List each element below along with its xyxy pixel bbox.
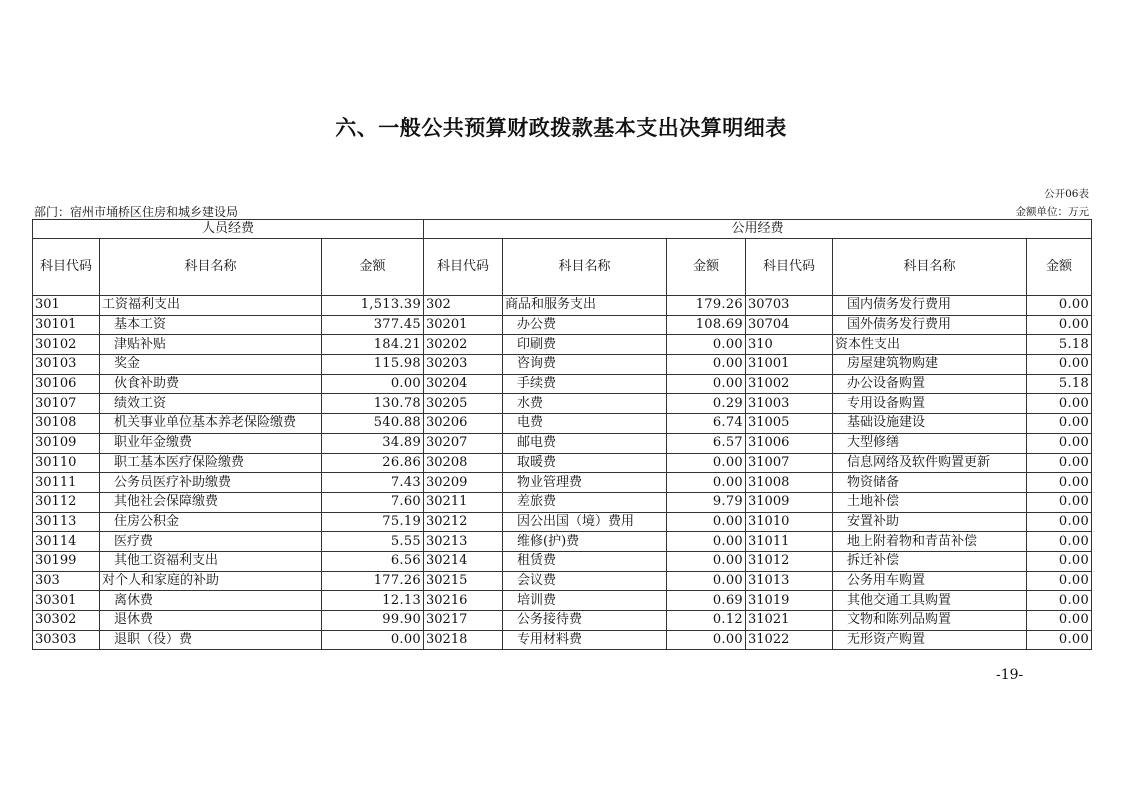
subject-code-cell: 30113 <box>33 512 100 532</box>
subject-code-cell: 30214 <box>424 551 503 571</box>
amount-cell: 0.00 <box>1027 355 1092 375</box>
subject-code-cell: 31001 <box>746 355 833 375</box>
table-row <box>33 630 1092 650</box>
subject-name-cell: 地上附着物和青苗补偿 <box>833 532 1027 552</box>
amount-cell: 6.74 <box>667 414 746 434</box>
subject-code-cell: 30106 <box>33 374 100 394</box>
subject-name-cell: 住房公积金 <box>100 512 322 532</box>
subject-code-cell: 30101 <box>33 315 100 335</box>
subject-code-cell: 31003 <box>746 394 833 414</box>
subject-code-cell: 31019 <box>746 591 833 611</box>
subject-code-cell: 31006 <box>746 433 833 453</box>
subject-name-cell: 土地补偿 <box>833 492 1027 512</box>
subject-code-cell: 30199 <box>33 551 100 571</box>
subject-code-cell: 30201 <box>424 315 503 335</box>
subject-name-cell: 信息网络及软件购置更新 <box>833 453 1027 473</box>
form-number: 公开06表 <box>1044 188 1089 200</box>
subject-code-cell: 30301 <box>33 591 100 611</box>
amount-cell: 0.00 <box>1027 512 1092 532</box>
subject-code-cell: 30202 <box>424 335 503 355</box>
subject-name-cell: 职业年金缴费 <box>100 433 322 453</box>
subject-code-cell: 30207 <box>424 433 503 453</box>
subject-name-cell: 基本工资 <box>100 315 322 335</box>
table-row <box>33 433 1092 453</box>
amount-cell: 179.26 <box>667 296 746 316</box>
col-name-header: 科目名称 <box>503 239 667 296</box>
table-row <box>33 296 1092 316</box>
amount-cell: 0.00 <box>667 374 746 394</box>
subject-name-cell: 物资储备 <box>833 473 1027 493</box>
subject-code-cell: 30112 <box>33 492 100 512</box>
amount-cell: 0.00 <box>1027 394 1092 414</box>
subject-name-cell: 职工基本医疗保险缴费 <box>100 453 322 473</box>
subject-code-cell: 30215 <box>424 571 503 591</box>
subject-code-cell: 30218 <box>424 630 503 650</box>
subject-code-cell: 31008 <box>746 473 833 493</box>
subject-name-cell: 房屋建筑物购建 <box>833 355 1027 375</box>
subject-code-cell: 30216 <box>424 591 503 611</box>
subject-name-cell: 公务员医疗补助缴费 <box>100 473 322 493</box>
table-row <box>33 315 1092 335</box>
amount-cell: 540.88 <box>322 414 424 434</box>
page-number: -19- <box>996 667 1024 683</box>
table-body <box>33 296 1092 650</box>
subject-name-cell: 租赁费 <box>503 551 667 571</box>
subject-name-cell: 印刷费 <box>503 335 667 355</box>
subject-name-cell: 无形资产购置 <box>833 630 1027 650</box>
amount-cell: 75.19 <box>322 512 424 532</box>
col-amount-header: 金额 <box>667 239 746 296</box>
subject-code-cell: 303 <box>33 571 100 591</box>
subject-code-cell: 30302 <box>33 611 100 631</box>
subject-code-cell: 30111 <box>33 473 100 493</box>
amount-cell: 0.29 <box>667 394 746 414</box>
table-row <box>33 473 1092 493</box>
amount-cell: 0.00 <box>667 473 746 493</box>
amount-cell: 0.00 <box>667 551 746 571</box>
amount-cell: 0.00 <box>667 532 746 552</box>
amount-cell: 0.69 <box>667 591 746 611</box>
subject-code-cell: 30213 <box>424 532 503 552</box>
subject-name-cell: 办公设备购置 <box>833 374 1027 394</box>
amount-cell: 0.00 <box>1027 630 1092 650</box>
subject-code-cell: 30217 <box>424 611 503 631</box>
amount-cell: 9.79 <box>667 492 746 512</box>
subject-name-cell: 其他交通工具购置 <box>833 591 1027 611</box>
amount-cell: 0.00 <box>322 630 424 650</box>
subject-name-cell: 拆迁补偿 <box>833 551 1027 571</box>
amount-cell: 7.60 <box>322 492 424 512</box>
amount-cell: 0.00 <box>667 355 746 375</box>
subject-name-cell: 因公出国（境）费用 <box>503 512 667 532</box>
amount-cell: 0.00 <box>1027 315 1092 335</box>
subject-name-cell: 其他工资福利支出 <box>100 551 322 571</box>
subject-code-cell: 31005 <box>746 414 833 434</box>
subject-code-cell: 31022 <box>746 630 833 650</box>
subject-code-cell: 30109 <box>33 433 100 453</box>
table-row <box>33 611 1092 631</box>
subject-code-cell: 30703 <box>746 296 833 316</box>
subject-name-cell: 伙食补助费 <box>100 374 322 394</box>
subject-name-cell: 取暖费 <box>503 453 667 473</box>
amount-cell: 0.00 <box>1027 433 1092 453</box>
subject-name-cell: 基础设施建设 <box>833 414 1027 434</box>
subject-code-cell: 31007 <box>746 453 833 473</box>
amount-cell: 0.00 <box>667 335 746 355</box>
subject-code-cell: 30204 <box>424 374 503 394</box>
table-row <box>33 453 1092 473</box>
subject-code-cell: 30107 <box>33 394 100 414</box>
subject-name-cell: 安置补助 <box>833 512 1027 532</box>
subject-name-cell: 咨询费 <box>503 355 667 375</box>
subject-name-cell: 奖金 <box>100 355 322 375</box>
subject-name-cell: 水费 <box>503 394 667 414</box>
amount-cell: 12.13 <box>322 591 424 611</box>
subject-code-cell: 30206 <box>424 414 503 434</box>
public-expenses-header: 公用经费 <box>424 220 1092 239</box>
personnel-expenses-header: 人员经费 <box>33 220 424 239</box>
subject-name-cell: 医疗费 <box>100 532 322 552</box>
amount-cell: 0.00 <box>667 512 746 532</box>
amount-cell: 0.00 <box>322 374 424 394</box>
subject-code-cell: 31011 <box>746 532 833 552</box>
amount-cell: 184.21 <box>322 335 424 355</box>
subject-code-cell: 30203 <box>424 355 503 375</box>
subject-name-cell: 退职（役）费 <box>100 630 322 650</box>
subject-name-cell: 维修(护)费 <box>503 532 667 552</box>
subject-code-cell: 30108 <box>33 414 100 434</box>
subject-name-cell: 公务用车购置 <box>833 571 1027 591</box>
amount-cell: 0.00 <box>1027 611 1092 631</box>
amount-cell: 0.00 <box>667 630 746 650</box>
subject-name-cell: 对个人和家庭的补助 <box>100 571 322 591</box>
table-row <box>33 532 1092 552</box>
subject-name-cell: 文物和陈列品购置 <box>833 611 1027 631</box>
subject-code-cell: 30211 <box>424 492 503 512</box>
amount-cell: 7.43 <box>322 473 424 493</box>
table-row <box>33 394 1092 414</box>
expenditure-detail-table <box>32 219 1092 650</box>
subject-name-cell: 国外债务发行费用 <box>833 315 1027 335</box>
subject-name-cell: 大型修缮 <box>833 433 1027 453</box>
amount-cell: 0.00 <box>1027 414 1092 434</box>
table-row <box>33 355 1092 375</box>
subject-name-cell: 绩效工资 <box>100 394 322 414</box>
subject-name-cell: 工资福利支出 <box>100 296 322 316</box>
subject-name-cell: 差旅费 <box>503 492 667 512</box>
amount-cell: 0.12 <box>667 611 746 631</box>
col-name-header: 科目名称 <box>833 239 1027 296</box>
subject-name-cell: 专用设备购置 <box>833 394 1027 414</box>
subject-code-cell: 302 <box>424 296 503 316</box>
subject-code-cell: 31013 <box>746 571 833 591</box>
amount-cell: 0.00 <box>1027 532 1092 552</box>
amount-cell: 0.00 <box>1027 473 1092 493</box>
amount-cell: 108.69 <box>667 315 746 335</box>
subject-name-cell: 离休费 <box>100 591 322 611</box>
subject-code-cell: 30212 <box>424 512 503 532</box>
col-name-header: 科目名称 <box>100 239 322 296</box>
amount-cell: 34.89 <box>322 433 424 453</box>
amount-cell: 177.26 <box>322 571 424 591</box>
table-row <box>33 492 1092 512</box>
subject-code-cell: 30205 <box>424 394 503 414</box>
amount-cell: 26.86 <box>322 453 424 473</box>
amount-cell: 5.18 <box>1027 374 1092 394</box>
department-label: 部门：宿州市埇桥区住房和城乡建设局 <box>34 205 239 219</box>
subject-code-cell: 310 <box>746 335 833 355</box>
table-row <box>33 571 1092 591</box>
subject-code-cell: 30208 <box>424 453 503 473</box>
subject-name-cell: 培训费 <box>503 591 667 611</box>
amount-cell: 0.00 <box>1027 551 1092 571</box>
amount-cell: 377.45 <box>322 315 424 335</box>
amount-cell: 0.00 <box>1027 571 1092 591</box>
subject-code-cell: 31010 <box>746 512 833 532</box>
subject-name-cell: 津贴补贴 <box>100 335 322 355</box>
subject-name-cell: 专用材料费 <box>503 630 667 650</box>
table-row <box>33 591 1092 611</box>
subject-name-cell: 资本性支出 <box>833 335 1027 355</box>
col-amount-header: 金额 <box>1027 239 1092 296</box>
amount-cell: 99.90 <box>322 611 424 631</box>
subject-name-cell: 机关事业单位基本养老保险缴费 <box>100 414 322 434</box>
subject-name-cell: 退休费 <box>100 611 322 631</box>
subject-name-cell: 商品和服务支出 <box>503 296 667 316</box>
table-row <box>33 374 1092 394</box>
table-row <box>33 414 1092 434</box>
subject-name-cell: 公务接待费 <box>503 611 667 631</box>
amount-cell: 0.00 <box>1027 453 1092 473</box>
subject-name-cell: 邮电费 <box>503 433 667 453</box>
subject-code-cell: 31009 <box>746 492 833 512</box>
amount-cell: 5.18 <box>1027 335 1092 355</box>
subject-name-cell: 国内债务发行费用 <box>833 296 1027 316</box>
amount-cell: 115.98 <box>322 355 424 375</box>
subject-code-cell: 31021 <box>746 611 833 631</box>
subject-name-cell: 其他社会保障缴费 <box>100 492 322 512</box>
subject-code-cell: 30103 <box>33 355 100 375</box>
amount-unit-label: 金额单位：万元 <box>1015 206 1089 218</box>
amount-cell: 0.00 <box>1027 492 1092 512</box>
page-title: 六、一般公共预算财政拨款基本支出决算明细表 <box>335 116 787 140</box>
table-row <box>33 335 1092 355</box>
amount-cell: 6.56 <box>322 551 424 571</box>
subject-code-cell: 30110 <box>33 453 100 473</box>
subject-name-cell: 手续费 <box>503 374 667 394</box>
amount-cell: 5.55 <box>322 532 424 552</box>
subject-code-cell: 30114 <box>33 532 100 552</box>
amount-cell: 1,513.39 <box>322 296 424 316</box>
amount-cell: 0.00 <box>667 571 746 591</box>
subject-code-cell: 31012 <box>746 551 833 571</box>
amount-cell: 0.00 <box>1027 591 1092 611</box>
col-code-header: 科目代码 <box>33 239 100 296</box>
subject-code-cell: 30209 <box>424 473 503 493</box>
subject-name-cell: 电费 <box>503 414 667 434</box>
subject-code-cell: 31002 <box>746 374 833 394</box>
table-row <box>33 512 1092 532</box>
subject-name-cell: 会议费 <box>503 571 667 591</box>
table-row <box>33 551 1092 571</box>
amount-cell: 6.57 <box>667 433 746 453</box>
amount-cell: 0.00 <box>667 453 746 473</box>
col-code-header: 科目代码 <box>424 239 503 296</box>
subject-name-cell: 物业管理费 <box>503 473 667 493</box>
amount-cell: 0.00 <box>1027 296 1092 316</box>
subject-code-cell: 30303 <box>33 630 100 650</box>
subject-code-cell: 30704 <box>746 315 833 335</box>
col-code-header: 科目代码 <box>746 239 833 296</box>
subject-code-cell: 301 <box>33 296 100 316</box>
amount-cell: 130.78 <box>322 394 424 414</box>
col-amount-header: 金额 <box>322 239 424 296</box>
subject-name-cell: 办公费 <box>503 315 667 335</box>
subject-code-cell: 30102 <box>33 335 100 355</box>
